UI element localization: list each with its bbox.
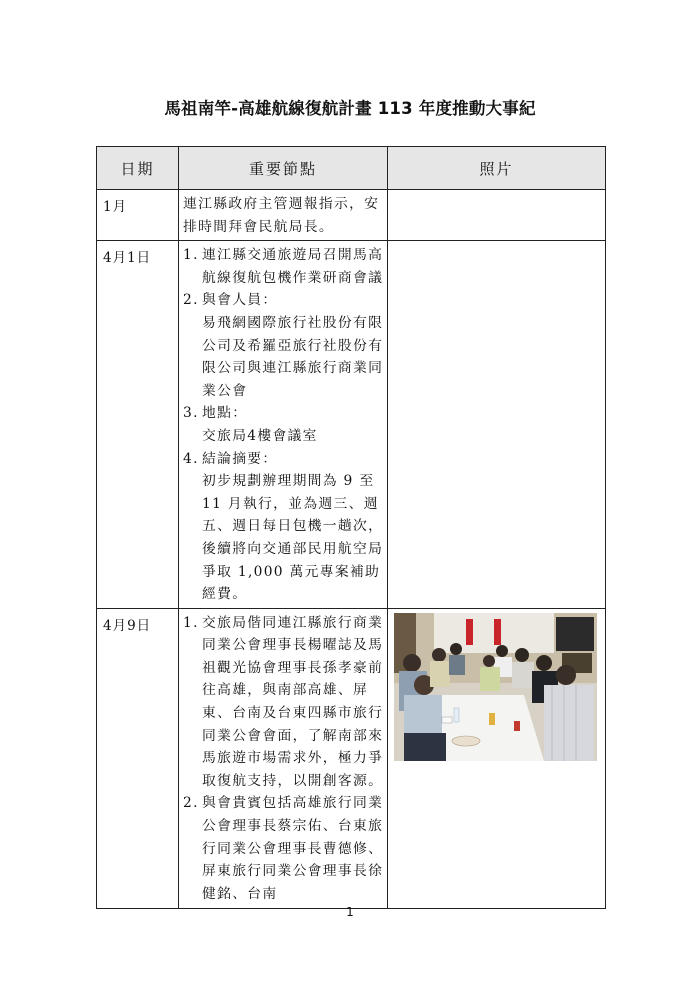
row-node xyxy=(179,190,388,241)
events-table xyxy=(96,146,606,909)
table-row xyxy=(97,608,606,908)
row-photo xyxy=(388,190,606,241)
row-date xyxy=(97,241,179,609)
table-row xyxy=(97,190,606,241)
document-title: 馬祖南竿-高雄航線復航計畫 113 年度推動大事紀 xyxy=(164,99,536,118)
row-node xyxy=(179,241,388,609)
row-photo xyxy=(388,241,606,609)
node-text: 連江縣政府主管週報指示，安排時間拜會民航局長。 xyxy=(183,196,380,235)
row-date xyxy=(97,190,179,241)
list-item: 1. 連江縣交通旅遊局召開馬高航線復航包機作業研商會議 xyxy=(183,247,384,286)
row-node xyxy=(179,608,388,908)
page-number: 1 xyxy=(346,905,354,919)
meeting-photo xyxy=(394,613,597,761)
header-node: 重要節點 xyxy=(179,147,388,190)
list-item: 1. 交旅局偕同連江縣旅行商業同業公會理事長楊曜誌及馬祖觀光協會理事長孫孝豪前往高雄，與南部高雄、屏東、台南及台東四縣市旅行同業公會會面，了解南部來馬旅遊市場需求外，極力爭取復航支持，以開創客源。 xyxy=(183,614,384,789)
list-item: 3. 地點： 交旅局4樓會議室 xyxy=(183,405,318,444)
date-text: 4月1日 xyxy=(103,250,152,267)
date-text: 1月 xyxy=(103,199,128,215)
row-date xyxy=(97,608,179,908)
list-item: 4. 結論摘要： 初步規劃辦理期間為 9 至 11 月執行，並為週三、週五、週日每日包機一趟次，後續將向交通部民用航空局爭取 1,000 萬元專案補助經費。 xyxy=(183,450,384,603)
list-item: 2. 與會貴賓包括高雄旅行同業公會理事長蔡宗佑、台東旅行同業公會理事長曹德修、屏東旅行同業公會理事長徐健銘、台南 xyxy=(183,795,384,902)
row-photo xyxy=(388,608,606,908)
header-photo: 照片 xyxy=(388,147,606,190)
header-date: 日期 xyxy=(97,147,179,190)
list-item: 2. 與會人員： 易飛網國際旅行社股份有限公司及希羅亞旅行社股份有限公司與連江縣旅行商業同業公會 xyxy=(183,292,384,399)
table-row xyxy=(97,241,606,609)
date-text: 4月9日 xyxy=(103,617,152,634)
table-header-row xyxy=(97,147,606,190)
